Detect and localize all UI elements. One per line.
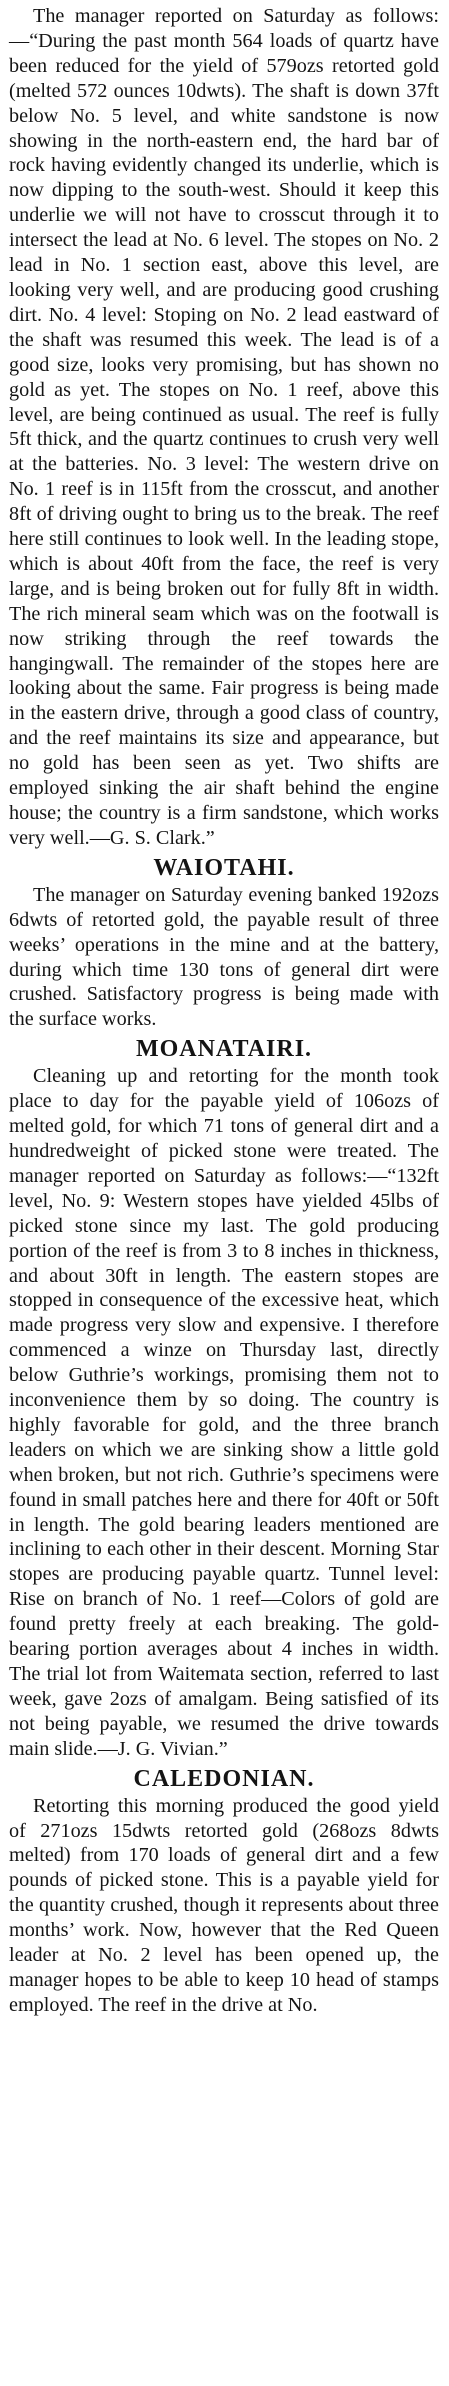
article-paragraph: Cleaning up and retorting for the month took place to day for the payable yield of 106ozs of melted gold, for which 71 tons of general dirt and a hundredweight of picked stone were treated. The manager reported on Saturday as follows:—“132ft level, No. 9: Western stopes have yielded 45lbs of picked stone since my last. The gold producing portion of the reef is from 3 to 8 inches in thickness, and about 30ft in length. The eastern stopes are stopped in consequence of the excessive heat, which made progress very slow and expensive. I therefore commenced a winze on Thursday last, directly below Guthrie’s workings, promising them not to inconvenience them by so doing. The country is highly favorable for gold, and the three branch leaders on which we are sinking show a little gold when broken, but not rich. Guthrie’s specimens were found in small patches here and there for 40ft or 50ft in length. The gold bearing leaders mentioned are inclining to each other in their descent. Morning Star stopes are producing payable quartz. Tunnel level: Rise on branch of No. 1 reef—Colors of gold are found pretty freely at each breaking. The gold-bearing portion averages about 4 inches in width. The trial lot from Waitemata section, referred to last week, gave 2ozs of amalgam. Being satisfied of its not being payable, we resumed the drive towards main slide.—J. G. Vivian.”	[9, 1065, 439, 1760]
article-section-waiotahi	[9, 853, 439, 1032]
article-paragraph: Retorting this morning produced the good yield of 271ozs 15dwts retorted gold (268ozs 8dwts melted) from 170 loads of general dirt and a few pounds of picked stone. This is a payable yield for the quantity crushed, though it represents about three months’ work. Now, however that the Red Queen leader at No. 2 level has been opened up, the manager hopes to be able to keep 10 head of stamps employed. The reef in the drive at No.	[9, 1794, 439, 2016]
article-section-caledonian	[9, 1764, 439, 2018]
section-heading: WAIOTAHI.	[153, 854, 295, 881]
article-section-1	[9, 4, 439, 851]
article-section-moanatairi	[9, 1034, 439, 1761]
article-paragraph: The manager reported on Saturday as follows:—“During the past month 564 loads of quartz have been reduced for the yield of 579ozs retorted gold (melted 572 ounces 10dwts). The shaft is down 37ft below No. 5 level, and white sandstone is now showing in the north-eastern end, the hard bar of rock having evidently changed its underlie, which is now dipping to the south-west. Should it keep this underlie we will not have to crosscut through it to intersect the lead at No. 6 level. The stopes on No. 2 lead in No. 1 section east, above this level, are looking very well, and are producing good crushing dirt. No. 4 level: Stoping on No. 2 lead eastward of the shaft was resumed this week. The lead is of a good size, looks very promising, but has shown no gold as yet. The stopes on No. 1 reef, above this level, are being continued as usual. The reef is fully 5ft thick, and the quartz continues to crush very well at the batteries. No. 3 level: The western drive on No. 1 reef is in 115ft from the crosscut, and another 8ft of driving ought to bring us to the break. The reef here still continues to look well. In the leading stope, which is about 40ft from the face, the reef is very large, and is being broken out for fully 8ft in width. The rich mineral seam which was on the footwall is now striking through the reef towards the hangingwall. The remainder of the stopes here are looking about the same. Fair progress is being made in the eastern drive, through a good class of country, and the reef maintains its size and appearance, but no gold has been seen as yet. Two shifts are employed sinking the air shaft behind the engine house; the country is a firm sandstone, which works very well.—G. S. Clark.”	[9, 5, 439, 849]
section-heading: MOANATAIRI.	[135, 1036, 313, 1063]
article-paragraph: The manager on Saturday evening banked 192ozs 6dwts of retorted gold, the payable result of three weeks’ operations in the mine and at the battery, during which time 130 tons of general dirt were crushed. Satisfactory progress is being made with the surface works.	[9, 883, 439, 1031]
section-heading: CALEDONIAN.	[133, 1765, 315, 1792]
